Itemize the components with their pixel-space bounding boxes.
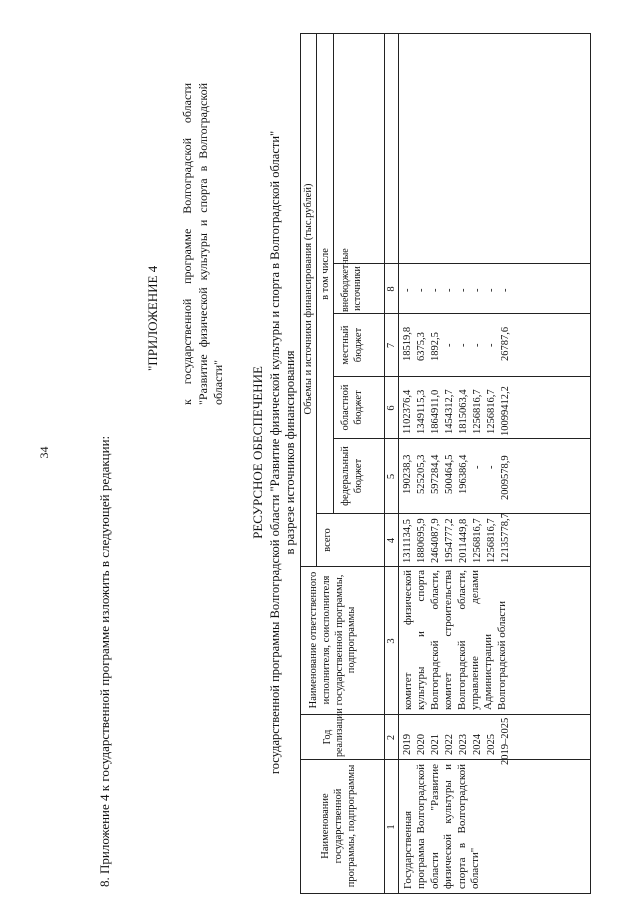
col-number-7: 7 bbox=[386, 342, 397, 349]
extra-2019: - bbox=[402, 288, 413, 292]
header-executor: Наименование ответственного исполнителя, соисполнителя государственной программы, подпрограммы bbox=[308, 571, 358, 709]
local-2019: 18519,8 bbox=[402, 326, 413, 361]
header-extrabudget: внебюджетные источники bbox=[340, 248, 364, 312]
header-regional: областной бюджет bbox=[340, 384, 364, 431]
federal-2021: 597284,4 bbox=[430, 454, 441, 494]
col-number-2: 2 bbox=[386, 734, 397, 741]
year-2023: 2023 bbox=[458, 734, 469, 755]
local-2025: - bbox=[486, 343, 497, 347]
extra-all: - bbox=[500, 288, 511, 292]
header-year: Год реализации bbox=[322, 708, 346, 757]
header-local: местный бюджет bbox=[340, 325, 364, 365]
intro-text: 8. Приложение 4 к государственной программе изложить в следующей редакции: bbox=[97, 435, 112, 887]
year-2019: 2019 bbox=[402, 734, 413, 755]
federal-all: 2009578,9 bbox=[500, 455, 511, 500]
appendix-title: "ПРИЛОЖЕНИЕ 4 bbox=[145, 265, 160, 371]
year-2024: 2024 bbox=[472, 734, 483, 755]
executor-cell: комитет физической культуры и спорта Волгоградской области, комитет строительства Волгоградской области, управление делами Администрации Волгоградской области bbox=[402, 570, 508, 710]
total-all: 12135778,7 bbox=[500, 513, 511, 563]
header-funding-group: Объемы и источники финансирования (тыс.рублей) bbox=[303, 183, 314, 415]
extra-2021: - bbox=[430, 288, 441, 292]
extra-2024: - bbox=[472, 288, 483, 292]
local-2024: - bbox=[472, 343, 483, 347]
total-2019: 1311134,5 bbox=[402, 519, 413, 563]
col-number-5: 5 bbox=[386, 473, 397, 480]
total-2020: 1880695,9 bbox=[416, 518, 427, 563]
page-number: 34 bbox=[37, 446, 51, 459]
local-2020: 6375,3 bbox=[416, 332, 427, 361]
col-number-4: 4 bbox=[386, 537, 397, 544]
total-2021: 2464087,9 bbox=[430, 518, 441, 563]
document-heading: РЕСУРСНОЕ ОБЕСПЕЧЕНИЕ bbox=[250, 366, 265, 539]
total-2022: 1954777,2 bbox=[444, 518, 455, 563]
regional-2025: 1256816,7 bbox=[486, 389, 497, 434]
regional-2021: 1864911,0 bbox=[430, 389, 441, 434]
col-number-1: 1 bbox=[386, 824, 397, 830]
regional-2023: 1815063,4 bbox=[458, 389, 469, 434]
local-2021: 1892,5 bbox=[430, 332, 441, 361]
header-including: в том числе bbox=[320, 248, 331, 300]
regional-2024: 1256816,7 bbox=[472, 389, 483, 434]
federal-2023: 196386,4 bbox=[458, 454, 469, 494]
federal-2019: 190238,3 bbox=[402, 454, 413, 494]
extra-2025: - bbox=[486, 288, 497, 292]
header-total: всего bbox=[322, 528, 333, 552]
col-number-8: 8 bbox=[386, 286, 397, 292]
regional-all: 10099412,2 bbox=[500, 386, 511, 436]
federal-2022: 500464,5 bbox=[444, 454, 455, 494]
year-2022: 2022 bbox=[444, 734, 455, 755]
year-total-period: 2019–2025 bbox=[500, 717, 511, 765]
funding-table bbox=[300, 33, 635, 894]
regional-2022: 1454312,7 bbox=[444, 389, 455, 434]
extra-2020: - bbox=[416, 288, 427, 292]
local-2022: - bbox=[444, 343, 455, 347]
col-number-3: 3 bbox=[386, 638, 397, 644]
local-all: 26787,6 bbox=[500, 326, 511, 361]
header-federal: федеральный бюджет bbox=[340, 446, 364, 506]
document-subheading: государственной программы Волгоградской области "Развитие физической культуры и спорта в Волгоградской области" bbox=[268, 130, 282, 775]
year-2020: 2020 bbox=[416, 734, 427, 755]
appendix-subtitle: к государственной программе Волгоградской области "Развитие физической культуры и спорта в Волгоградской области" bbox=[180, 83, 226, 405]
program-name-cell: Государственная программа Волгоградской области "Развитие физической культуры и спорта в Волгоградской области" bbox=[402, 764, 482, 889]
col-number-6: 6 bbox=[386, 405, 397, 411]
year-2025: 2025 bbox=[486, 734, 497, 755]
regional-2019: 1102376,4 bbox=[402, 389, 413, 434]
extra-2023: - bbox=[458, 288, 469, 292]
total-2025: 1256816,7 bbox=[486, 518, 497, 563]
federal-2020: 525205,3 bbox=[416, 454, 427, 494]
document-subheading-line2: в разрезе источников финансирования bbox=[283, 350, 297, 555]
federal-2025: - bbox=[486, 465, 497, 469]
local-2023: - bbox=[458, 343, 469, 347]
extra-2022: - bbox=[444, 288, 455, 292]
header-program-name: Наименование государственной программы, подпрограммы bbox=[320, 764, 357, 888]
total-2023: 2011449,8 bbox=[458, 518, 469, 563]
total-2024: 1256816,7 bbox=[472, 518, 483, 563]
federal-2024: - bbox=[472, 465, 483, 469]
regional-2020: 1349115,3 bbox=[416, 389, 427, 434]
year-2021: 2021 bbox=[430, 734, 441, 755]
